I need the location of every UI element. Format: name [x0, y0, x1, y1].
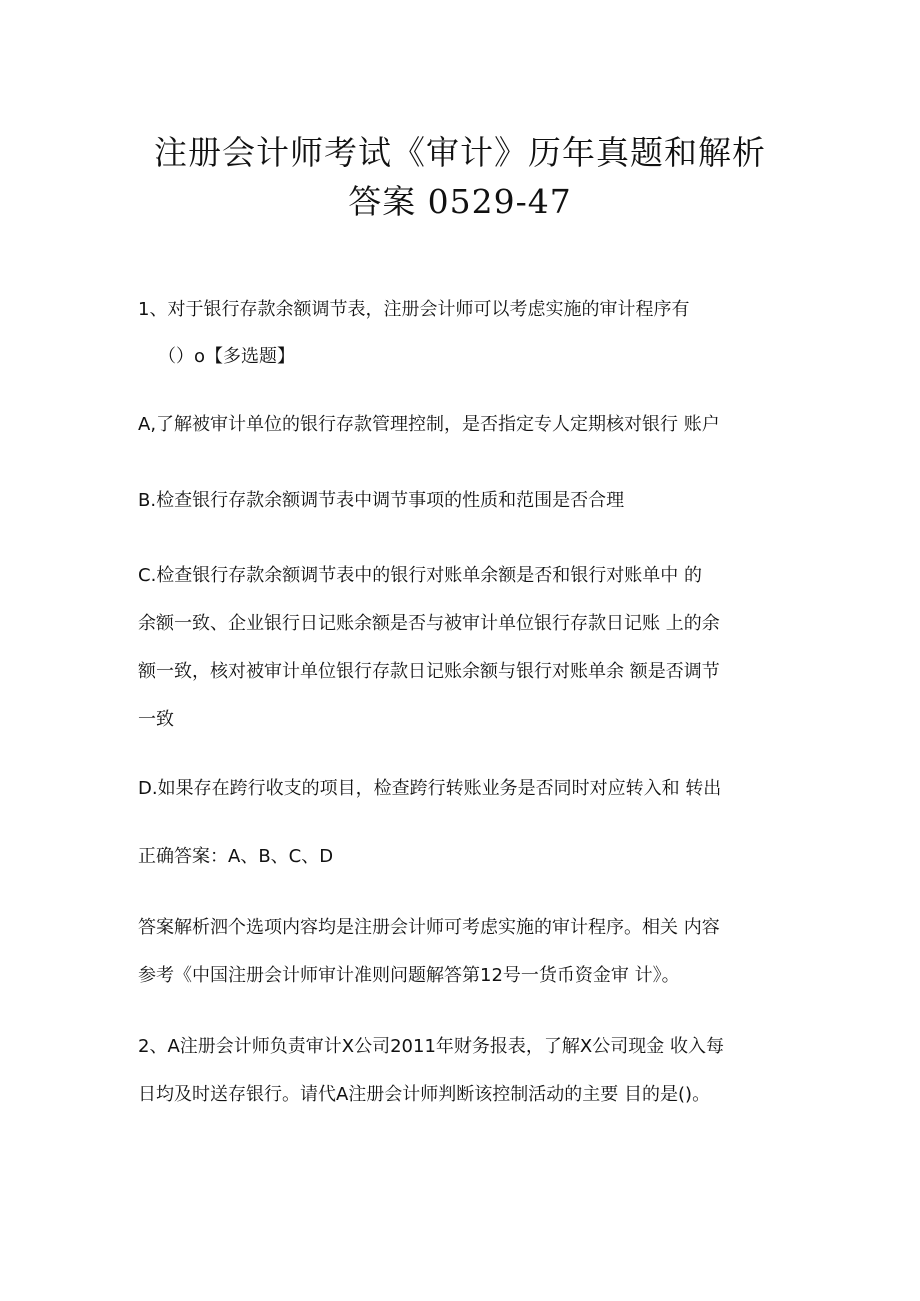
- analysis-line-1: 答案解析泗个选项内容均是注册会计师可考虑实施的审计程序。相关 内容: [138, 917, 720, 938]
- question-1-stem-line-1: 1、对于银行存款余额调节表，注册会计师可以考虑实施的审计程序有: [138, 299, 690, 320]
- question-1-stem-line-2: （）o【多选题】: [158, 346, 296, 367]
- option-a: A,了解被审计单位的银行存款管理控制，是否指定专人定期核对银行 账户: [138, 414, 720, 435]
- option-c-line-1: C.检查银行存款余额调节表中的银行对账单余额是否和银行对账单中 的: [138, 565, 703, 586]
- document-title-line-1: 注册会计师考试《审计》历年真题和解析: [154, 133, 766, 172]
- option-b: B.检查银行存款余额调节表中调节事项的性质和范围是否合理: [138, 490, 625, 511]
- option-c-line-3: 额一致，核对被审计单位银行存款日记账余额与银行对账单余 额是否调节: [138, 661, 720, 682]
- analysis-line-2: 参考《中国注册会计师审计准则问题解答第12号一货币资金审 计》。: [138, 965, 680, 986]
- correct-answer: 正确答案：A、B、C、D: [138, 846, 334, 867]
- question-2-stem-line-1: 2、A注册会计师负责审计X公司2011年财务报表，了解X公司现金 收入每: [138, 1036, 724, 1057]
- document-title-line-2: 答案 0529-47: [348, 182, 572, 221]
- option-d: D.如果存在跨行收支的项目，检查跨行转账业务是否同时对应转入和 转出: [138, 778, 722, 799]
- option-c-line-4: 一致: [138, 709, 174, 730]
- option-c-line-2: 余额一致、企业银行日记账余额是否与被审计单位银行存款日记账 上的余: [138, 613, 720, 634]
- question-2-stem-line-2: 日均及时送存银行。请代A注册会计师判断该控制活动的主要 目的是()。: [138, 1084, 711, 1105]
